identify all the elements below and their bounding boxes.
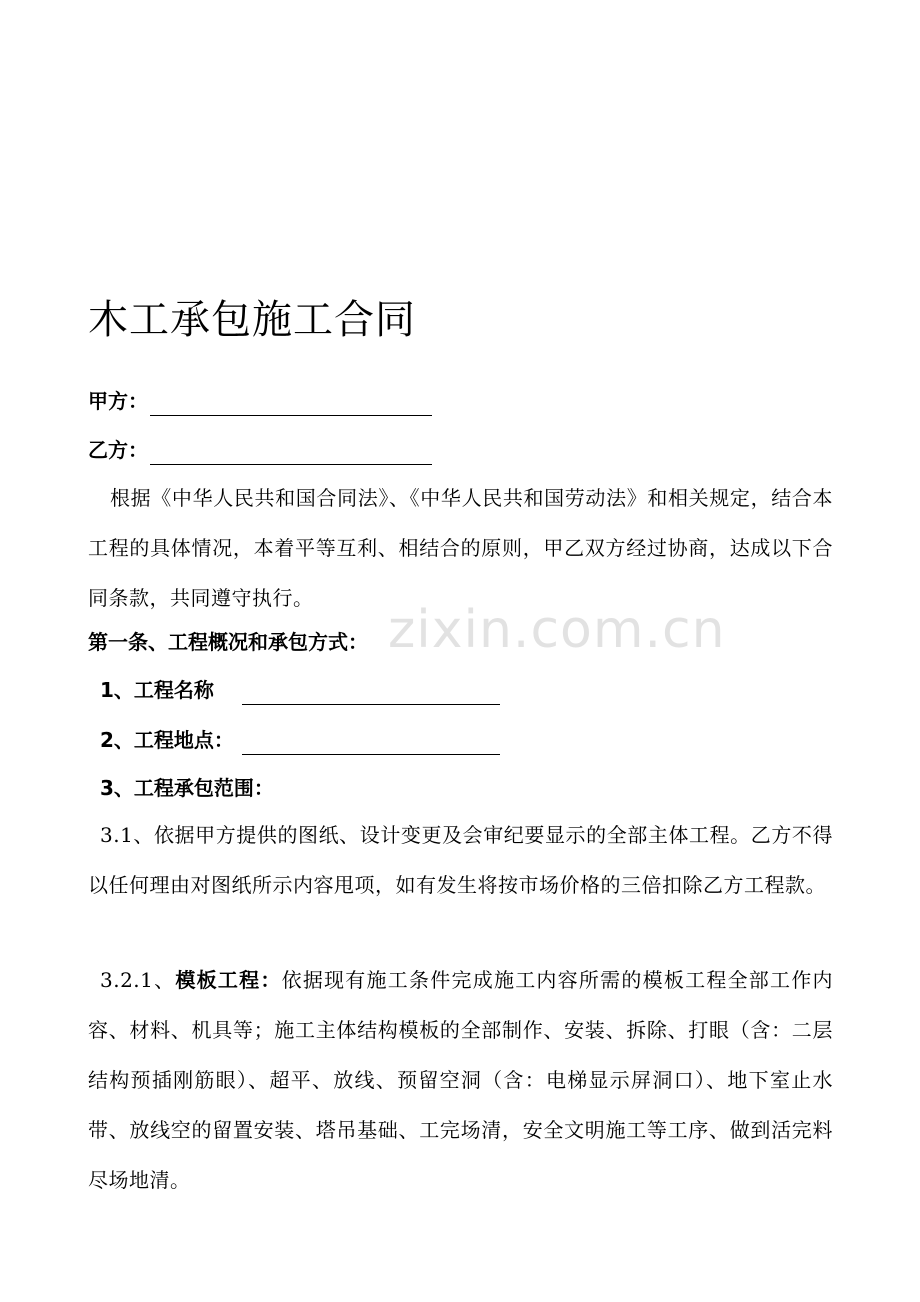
party-b-label: 乙方： [88, 438, 148, 462]
party-a-label: 甲方： [88, 389, 148, 413]
clause-3-2-1-number: 3.2.1、 [100, 968, 176, 992]
item-project-name [100, 675, 500, 705]
party-a-blank-line [150, 393, 432, 416]
clause-3-2-1 [88, 955, 833, 1205]
project-location-blank-line [242, 732, 500, 755]
clause-3-2-1-text: 依据现有施工条件完成施工内容所需的模板工程全部工作内容、材料、机具等；施工主体结构模板的全部制作、安装、拆除、打眼（含：二层结构预插刚筋眼）、超平、放线、预留空洞（含：电梯显示屏洞口）、地下室止水带、放线空的留置安装、塔吊基础、工完场清，安全文明施工等工序、做到活完料尽场地清。 [88, 968, 834, 1192]
party-a-field [88, 386, 432, 416]
clause-3-1: 3.1、依据甲方提供的图纸、设计变更及会审纪要显示的全部主体工程。乙方不得以任何理由对图纸所示内容甩项，如有发生将按市场价格的三倍扣除乙方工程款。 [88, 823, 833, 897]
item-project-scope [100, 773, 274, 803]
project-location-label: 2、工程地点： [100, 728, 234, 752]
party-b-blank-line [150, 442, 432, 465]
article-1-heading: 第一条、工程概况和承包方式： [88, 630, 368, 654]
intro-paragraph: 根据《中华人民共和国合同法》、《中华人民共和国劳动法》和相关规定，结合本工程的具体情况，本着平等互利、相结合的原则，甲乙双方经过协商，达成以下合同条款，共同遵守执行。 [88, 486, 833, 610]
document-title: 木工承包施工合同 [88, 297, 416, 343]
watermark: zixin.com.cn [388, 600, 726, 660]
project-name-label: 1、工程名称 [100, 678, 214, 702]
project-name-blank-line [242, 682, 500, 705]
project-scope-label: 3、工程承包范围： [100, 776, 274, 800]
item-project-location [100, 725, 500, 755]
party-b-field [88, 435, 432, 465]
clause-3-2-1-bold-label: 模板工程： [175, 968, 282, 992]
